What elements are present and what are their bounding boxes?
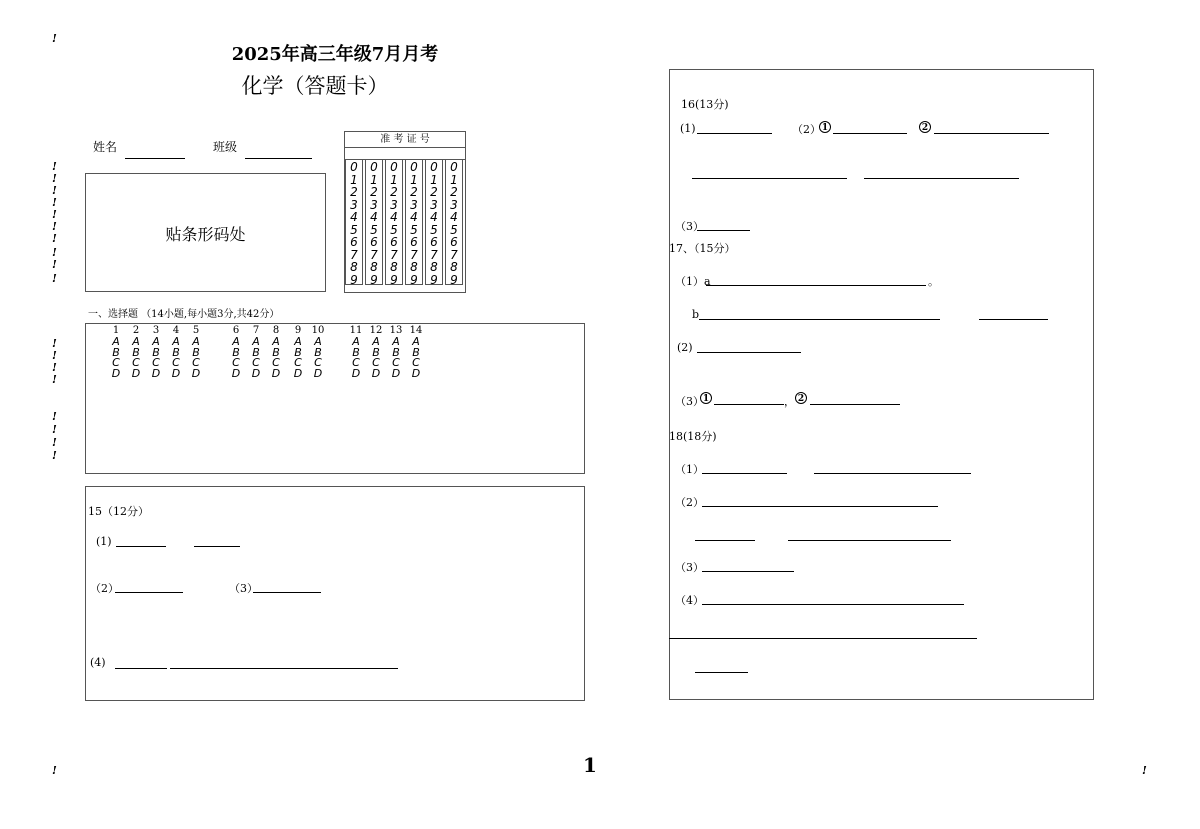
mc-option-bubble[interactable]: A [172,335,180,348]
mc-option-bubble[interactable]: C [352,356,360,369]
q16-part2-answer-2[interactable] [934,133,1049,134]
q15-header: 15（12分） [88,505,149,518]
q17-header: 17、（15分） [669,242,736,255]
margin-cut-mark: ! [52,160,57,173]
q15-part4-label: (4) [90,656,106,669]
exam-id-digit-bubble[interactable]: 3 [390,197,398,212]
q18-part4-answer-a[interactable] [702,604,964,605]
exam-id-digit-bubble[interactable]: 3 [430,197,438,212]
mc-question-number: 13 [389,325,403,336]
mc-question-number: 14 [409,325,423,336]
exam-id-digit-bubble[interactable]: 1 [450,172,458,187]
mc-option-bubble[interactable]: D [351,366,361,380]
q18-part1-answer-b[interactable] [814,473,971,474]
exam-id-digit-bubble[interactable]: 6 [350,235,358,249]
q18-part3-answer[interactable] [702,571,794,572]
mc-question-column [366,325,386,379]
exam-id-column[interactable] [425,159,443,285]
q16-answer-line-a[interactable] [692,178,847,179]
barcode-area [85,173,326,292]
q16-part2-answer-1[interactable] [833,133,907,134]
mc-question-column [346,325,366,379]
mc-question-column [146,325,166,379]
exam-id-digit-bubble[interactable]: 0 [450,160,458,174]
mc-option-bubble[interactable]: D [171,366,181,380]
mc-option-bubble[interactable]: C [272,356,280,369]
q15-part1-label: (1) [96,535,112,548]
mc-option-bubble[interactable]: A [192,335,200,348]
q17-part2-answer[interactable] [697,352,801,353]
q16-part1-answer[interactable] [697,133,772,134]
q15-part1-answer-a[interactable] [116,546,166,547]
exam-id-digit-bubble[interactable]: 8 [450,260,458,274]
q15-box [85,486,585,701]
margin-cut-mark: ! [52,423,57,436]
q18-part1-answer-a[interactable] [702,473,787,474]
mc-question-column [166,325,186,379]
q15-part3-label: （3） [229,582,258,595]
exam-id-digit-bubble[interactable]: 9 [370,272,378,287]
q15-part2-answer[interactable] [115,592,183,593]
mc-option-bubble[interactable]: B [372,345,380,359]
mc-option-bubble[interactable]: A [294,335,302,348]
section1-heading: 一、选择题 （14小题,每小题3分,共42分） [88,309,280,320]
exam-id-digit-bubble[interactable]: 5 [390,222,398,237]
exam-id-digit-bubble[interactable]: 7 [450,247,458,262]
margin-cut-mark: ! [52,208,57,221]
exam-id-digit-bubble[interactable]: 9 [430,272,438,287]
q17-part1b-label: b [692,308,700,321]
q17-part1-answer-a[interactable] [706,285,926,286]
exam-id-digit-bubble[interactable]: 8 [350,260,358,274]
q17-part1-label: （1）a [675,275,711,288]
mc-option-bubble[interactable]: C [192,356,200,369]
mc-option-bubble[interactable]: B [352,345,360,359]
margin-cut-mark: ! [52,196,57,209]
mc-option-bubble[interactable]: B [294,345,302,359]
mc-question-number: 3 [152,325,160,336]
q15-part4-answer-a[interactable] [115,668,167,669]
mc-option-bubble[interactable]: D [391,366,401,380]
mc-question-number: 8 [272,325,280,336]
mc-option-bubble[interactable]: B [232,345,240,359]
exam-id-digit-bubble[interactable]: 9 [410,272,418,287]
q15-part2-label: （2） [90,582,119,595]
mc-question-number: 7 [252,325,260,336]
exam-id-digit-bubble[interactable]: 4 [350,210,358,224]
mc-option-bubble[interactable]: B [392,345,400,359]
q15-part1-answer-b[interactable] [194,546,240,547]
mc-question-number: 9 [294,325,302,336]
margin-cut-mark: ! [52,246,57,259]
exam-id-digit-bubble[interactable]: 6 [410,235,418,249]
mc-question-number: 1 [112,325,120,336]
mc-question-column [266,325,286,379]
q17-part1-period: 。 [928,275,939,288]
mc-option-bubble[interactable]: A [252,335,260,348]
mc-question-number: 4 [172,325,180,336]
exam-id-digit-bubble[interactable]: 7 [430,247,438,262]
exam-id-digit-bubble[interactable]: 5 [350,222,358,237]
margin-cut-mark: ! [52,232,57,245]
mc-question-column [186,325,206,379]
exam-id-digit-bubble[interactable]: 5 [430,222,438,237]
margin-cut-mark: ! [52,436,57,449]
exam-id-digit-bubble[interactable]: 3 [410,197,418,212]
margin-cut-mark: ! [52,410,57,423]
mc-option-bubble[interactable]: D [293,366,303,380]
exam-id-title: 准 考 证 号 [345,132,465,148]
margin-cut-mark: ! [52,373,57,386]
q15-part3-answer[interactable] [253,592,321,593]
exam-id-digit-bubble[interactable]: 2 [390,185,398,199]
q17-circled-2: 2 [795,392,807,404]
exam-id-digit-bubble[interactable]: 3 [350,197,358,212]
exam-id-digit-bubble[interactable]: 2 [430,185,438,199]
exam-id-digit-bubble[interactable]: 1 [350,172,358,187]
exam-id-digit-bubble[interactable]: 7 [410,247,418,262]
mc-option-bubble[interactable]: B [172,345,180,359]
mc-option-bubble[interactable]: D [271,366,281,380]
exam-id-digit-bubble[interactable]: 0 [430,160,438,174]
q18-header: 18(18分) [669,430,717,443]
mc-option-bubble[interactable]: C [412,356,420,369]
mc-option-bubble[interactable]: B [132,345,140,359]
exam-subtitle: 化学（答题卡） [241,74,389,98]
q17-part3-answer-1[interactable] [714,404,784,405]
exam-id-digit-bubble[interactable]: 6 [450,235,458,249]
mc-question-column [106,325,126,379]
q18-part1-label: （1） [675,463,704,476]
class-field[interactable] [245,158,312,159]
q18-part4-label: （4） [675,594,704,607]
exam-id-digit-bubble[interactable]: 4 [450,210,458,224]
mc-option-bubble[interactable]: B [314,345,322,359]
mc-option-bubble[interactable]: C [232,356,240,369]
exam-id-digit-bubble[interactable]: 2 [370,185,378,199]
mc-option-bubble[interactable]: C [132,356,140,369]
mc-option-bubble[interactable]: A [412,335,420,348]
margin-cut-mark: ! [52,349,57,362]
exam-id-digit-bubble[interactable]: 7 [390,247,398,262]
page-number: 1 [583,753,597,777]
mc-option-bubble[interactable]: C [112,356,120,369]
q18-part4-answer-c[interactable] [695,672,748,673]
exam-id-digit-bubble[interactable]: 0 [350,160,358,174]
exam-id-column[interactable] [405,159,423,285]
exam-id-digit-bubble[interactable]: 3 [450,197,458,212]
exam-id-digit-bubble[interactable]: 1 [410,172,418,187]
q17-part3-answer-2[interactable] [810,404,900,405]
q17-part1-answer-b[interactable] [699,319,940,320]
exam-id-digit-bubble[interactable]: 6 [370,235,378,249]
q17-comma: ， [784,395,795,408]
exam-id-digit-bubble[interactable]: 1 [390,172,398,187]
exam-id-digit-bubble[interactable]: 4 [430,210,438,224]
mc-question-number: 12 [369,325,383,336]
mc-option-bubble[interactable]: A [232,335,240,348]
exam-id-digit-bubble[interactable]: 5 [450,222,458,237]
answers-16-18-box [669,69,1094,700]
q17-part3-label: （3） [675,395,704,408]
exam-id-digit-bubble[interactable]: 6 [430,235,438,249]
margin-cut-mark: ! [52,258,57,271]
q16-circled-2: 2 [919,121,931,133]
mc-question-column [386,325,406,379]
margin-cut-mark: ! [52,220,57,233]
exam-id-digit-bubble[interactable]: 7 [370,247,378,262]
exam-id-digit-bubble[interactable]: 1 [430,172,438,187]
mc-option-bubble[interactable]: A [392,335,400,348]
exam-id-digit-bubble[interactable]: 9 [390,272,398,287]
q16-part3-label: （3） [675,220,704,233]
exam-id-column[interactable] [365,159,383,285]
mc-option-bubble[interactable]: B [272,345,280,359]
mc-option-bubble[interactable]: C [392,356,400,369]
name-label: 姓名 [93,140,118,154]
class-label: 班级 [213,140,238,154]
margin-cut-mark: ! [52,337,57,350]
exam-id-digit-bubble[interactable]: 8 [390,260,398,274]
exam-id-digit-bubble[interactable]: 4 [370,210,378,224]
margin-cut-mark: ! [1142,764,1147,777]
mc-option-bubble[interactable]: B [152,345,160,359]
exam-id-digit-bubble[interactable]: 2 [350,185,358,199]
q18-part3-label: （3） [675,561,704,574]
mc-question-column [406,325,426,379]
mc-option-bubble[interactable]: A [272,335,280,348]
exam-title: 2025年高三年级7月月考 [231,44,439,65]
exam-id-digit-bubble[interactable]: 0 [370,160,378,174]
q17-circled-1: 1 [700,392,712,404]
exam-id-digit-bubble[interactable]: 4 [390,210,398,224]
mc-option-bubble[interactable]: D [251,366,261,380]
q16-part2-label: （2） [792,123,821,136]
exam-id-digit-bubble[interactable]: 8 [370,260,378,274]
q17-part1-answer-c[interactable] [979,319,1048,320]
mc-option-bubble[interactable]: B [112,345,120,359]
margin-cut-mark: ! [52,272,57,285]
q16-header: 16(13分) [681,98,729,111]
margin-cut-mark: ! [52,764,57,777]
mc-question-column [288,325,308,379]
mc-option-bubble[interactable]: D [411,366,421,380]
mc-option-bubble[interactable]: C [314,356,322,369]
mc-question-number: 5 [192,325,200,336]
margin-cut-mark: ! [52,32,57,45]
mc-option-bubble[interactable]: C [152,356,160,369]
exam-id-digit-bubble[interactable]: 1 [370,172,378,187]
mc-option-bubble[interactable]: C [372,356,380,369]
mc-question-number: 2 [132,325,140,336]
mc-option-bubble[interactable]: A [352,335,360,348]
mc-question-number: 11 [349,325,363,336]
mc-option-bubble[interactable]: C [294,356,302,369]
mc-question-column [226,325,246,379]
mc-option-bubble[interactable]: D [313,366,323,380]
margin-cut-mark: ! [52,172,57,185]
mc-option-bubble[interactable]: A [152,335,160,348]
exam-id-column[interactable] [385,159,403,285]
mc-option-bubble[interactable]: B [192,345,200,359]
margin-cut-mark: ! [52,184,57,197]
exam-id-digit-bubble[interactable]: 6 [390,235,398,249]
mc-question-number: 6 [232,325,240,336]
exam-id-digit-bubble[interactable]: 0 [410,160,418,174]
exam-id-digit-bubble[interactable]: 8 [430,260,438,274]
exam-id-digit-bubble[interactable]: 8 [410,260,418,274]
mc-option-bubble[interactable]: A [372,335,380,348]
mc-option-bubble[interactable]: C [252,356,260,369]
mc-question-column [126,325,146,379]
q18-part2-label: （2） [675,496,704,509]
mc-option-bubble[interactable]: D [131,366,141,380]
q15-part4-answer-b[interactable] [170,668,398,669]
mc-option-bubble[interactable]: C [172,356,180,369]
mc-option-bubble[interactable]: A [112,335,120,348]
q17-part2-label: (2) [677,341,693,354]
exam-id-digit-bubble[interactable]: 9 [350,272,358,287]
exam-id-digit-bubble[interactable]: 2 [410,185,418,199]
exam-id-digit-bubble[interactable]: 9 [450,272,458,287]
barcode-label: 贴条形码处 [165,225,246,244]
exam-id-digit-bubble[interactable]: 4 [410,210,418,224]
mc-option-bubble[interactable]: D [191,366,201,380]
mc-option-bubble[interactable]: B [412,345,420,359]
mc-question-number: 10 [311,325,325,336]
q18-part2-answer-c[interactable] [788,540,951,541]
mc-option-bubble[interactable]: D [111,366,121,380]
mc-option-bubble[interactable]: A [132,335,140,348]
q16-answer-line-b[interactable] [864,178,1019,179]
mc-question-column [308,325,328,379]
name-field[interactable] [125,158,185,159]
q18-part4-answer-b[interactable] [669,638,977,639]
q18-part2-answer-a[interactable] [702,506,938,507]
mc-question-column [246,325,266,379]
margin-cut-mark: ! [52,449,57,462]
q16-circled-1: 1 [819,121,831,133]
mc-option-bubble[interactable]: B [252,345,260,359]
q18-part2-answer-b[interactable] [695,540,755,541]
mc-option-bubble[interactable]: A [314,335,322,348]
exam-id-digit-bubble[interactable]: 2 [450,185,458,199]
margin-cut-mark: ! [52,361,57,374]
exam-id-digit-bubble[interactable]: 7 [350,247,358,262]
q16-part1-label: (1) [680,122,696,135]
mc-option-bubble[interactable]: D [231,366,241,380]
mc-option-bubble[interactable]: D [151,366,161,380]
exam-id-digit-bubble[interactable]: 3 [370,197,378,212]
exam-id-digit-bubble[interactable]: 5 [410,222,418,237]
exam-id-column[interactable] [345,159,363,285]
exam-id-digit-bubble[interactable]: 0 [390,160,398,174]
mc-option-bubble[interactable]: D [371,366,381,380]
exam-id-digit-bubble[interactable]: 5 [370,222,378,237]
exam-id-column[interactable] [445,159,463,285]
q16-part3-answer[interactable] [697,230,750,231]
